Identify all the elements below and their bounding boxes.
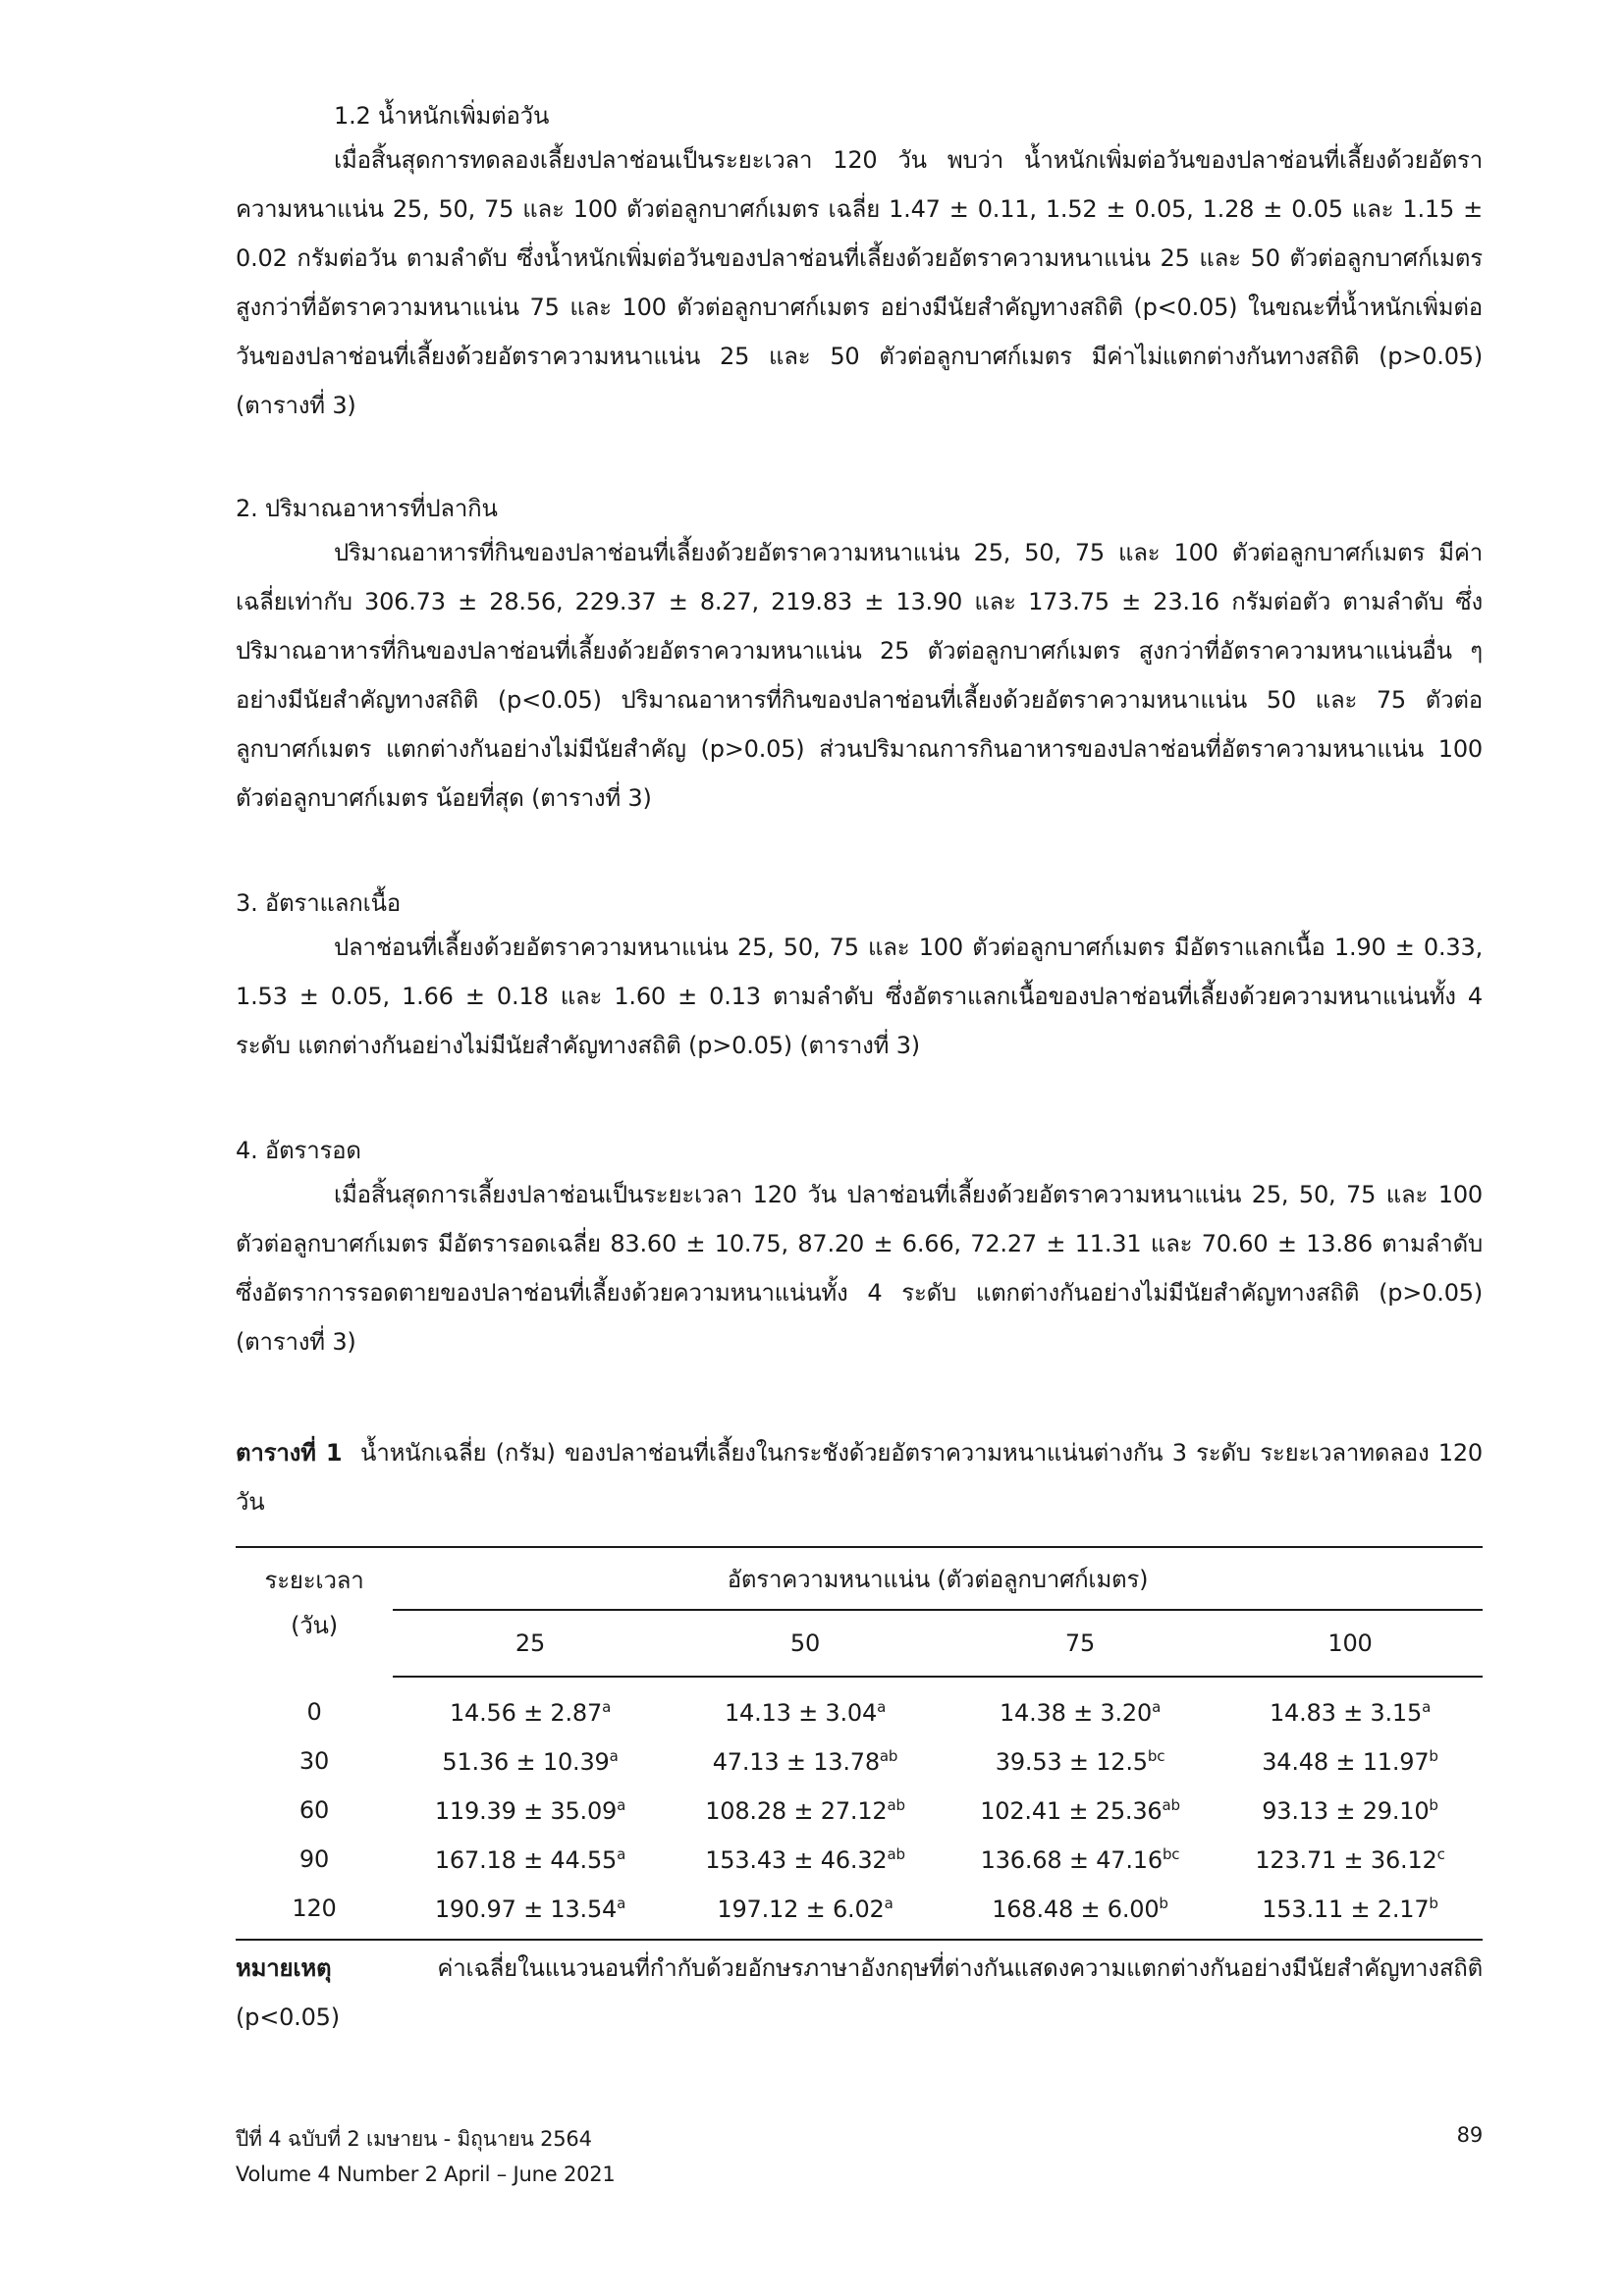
weight-cell [393,1736,668,1786]
significance-letter: c [1436,1844,1445,1863]
weight-cell [943,1835,1218,1884]
weight-value: 51.36 ± 10.39 [442,1747,610,1776]
significance-letter: a [877,1697,887,1716]
weight-value: 93.13 ± 29.10 [1262,1796,1430,1825]
weight-value: 197.12 ± 6.02 [717,1895,885,1923]
significance-letter: bc [1147,1746,1165,1765]
column-header-50: 50 [668,1610,943,1677]
weight-value: 190.97 ± 13.54 [434,1895,618,1923]
weight-cell [393,1677,668,1736]
day-cell: 60 [298,1796,330,1824]
period-header [236,1547,393,1677]
table-row [236,1835,1483,1884]
weight-cell [943,1736,1218,1786]
page-number: 89 [1456,2123,1483,2147]
significance-letter: b [1429,1746,1438,1765]
weight-cell [1218,1884,1483,1940]
significance-letter: a [1422,1697,1432,1716]
weight-cell [668,1736,943,1786]
weight-cell [668,1835,943,1884]
weight-cell [668,1786,943,1835]
significance-letter: ab [887,1844,905,1863]
period-header-line2: (วัน) [291,1612,338,1639]
weight-cell [1218,1677,1483,1736]
table-row [236,1677,1483,1736]
significance-letter: ab [887,1795,905,1814]
weight-value: 14.13 ± 3.04 [724,1698,878,1727]
column-header-25: 25 [393,1610,668,1677]
weight-value: 136.68 ± 47.16 [980,1845,1163,1874]
significance-letter: ab [879,1746,898,1765]
significance-letter: b [1159,1894,1168,1912]
weight-cell [1218,1786,1483,1835]
column-header-100: 100 [1218,1610,1483,1677]
section-heading-feed-intake: 2. ปริมาณอาหารที่ปลากิน [236,495,498,522]
day-cell: 120 [236,1884,393,1940]
weight-value: 14.83 ± 3.15 [1269,1698,1423,1727]
paragraph-survival: เมื่อสิ้นสุดการเลี้ยงปลาช่อนเป็นระยะเวลา 120 วัน ปลาช่อนที่เลี้ยงด้วยอัตราความหนาแน่น 25, 50, 75 และ 100 ตัวต่อลูกบาศก์เมตร มีอัตรารอดเฉลี่ย 83.60 ± 10.75, 87.20 ± 6.66, 72.27 ± 11.31 และ 70.60 ± 13.86 ตามลำดับ ซึ่งอัตราการรอดตายของปลาช่อนที่เลี้ยงด้วยความหนาแน่นทั้ง 4 ระดับ แตกต่างกันอย่างไม่มีนัยสำคัญทางสถิติ (p>0.05) (ตารางที่ 3) [236,1181,1483,1356]
weight-cell [943,1884,1218,1940]
weight-value: 108.28 ± 27.12 [705,1796,888,1825]
note-label: หมายเหตุ [236,1954,332,1982]
note-text: ค่าเฉลี่ยในแนวนอนที่กำกับด้วยอักษรภาษาอังกฤษที่ต่างกันแสดงความแตกต่างกันอย่างมีนัยสำคัญทางสถิติ (p<0.05) [236,1954,1483,2031]
weight-cell [943,1786,1218,1835]
weight-value: 153.11 ± 2.17 [1262,1895,1430,1923]
weight-cell [393,1884,668,1940]
significance-letter: ab [1162,1795,1180,1814]
significance-letter: a [617,1894,626,1912]
table-caption [236,1428,1483,1526]
weight-table [236,1546,1483,1941]
table-note [236,1944,1483,2042]
weight-value: 123.71 ± 36.12 [1255,1845,1437,1874]
significance-letter: bc [1162,1844,1180,1863]
day-cell: 30 [298,1747,330,1775]
day-cell: 90 [298,1845,330,1873]
significance-letter: a [1152,1697,1162,1716]
weight-value: 39.53 ± 12.5 [995,1747,1148,1776]
weight-value: 119.39 ± 35.09 [434,1796,618,1825]
significance-letter: b [1429,1795,1438,1814]
weight-cell [1218,1736,1483,1786]
weight-value: 102.41 ± 25.36 [980,1796,1163,1825]
weight-cell [668,1884,943,1940]
weight-value: 168.48 ± 6.00 [992,1895,1160,1923]
paragraph-daily-weight-gain: เมื่อสิ้นสุดการทดลองเลี้ยงปลาช่อนเป็นระยะเวลา 120 วัน พบว่า น้ำหนักเพิ่มต่อวันของปลาช่อนที่เลี้ยงด้วยอัตราความหนาแน่น 25, 50, 75 และ 100 ตัวต่อลูกบาศก์เมตร เฉลี่ย 1.47 ± 0.11, 1.52 ± 0.05, 1.28 ± 0.05 และ 1.15 ± 0.02 กรัมต่อวัน ตามลำดับ ซึ่งน้ำหนักเพิ่มต่อวันของปลาช่อนที่เลี้ยงด้วยอัตราความหนาแน่น 25 และ 50 ตัวต่อลูกบาศก์เมตร สูงกว่าที่อัตราความหนาแน่น 75 และ 100 ตัวต่อลูกบาศก์เมตร อย่างมีนัยสำคัญทางสถิติ (p<0.05) ในขณะที่น้ำหนักเพิ่มต่อวันของปลาช่อนที่เลี้ยงด้วยอัตราความหนาแน่น 25 และ 50 ตัวต่อลูกบาศก์เมตร มีค่าไม่แตกต่างกันทางสถิติ (p>0.05) (ตารางที่ 3) [236,146,1483,419]
weight-value: 14.56 ± 2.87 [449,1698,603,1727]
weight-value: 34.48 ± 11.97 [1262,1747,1430,1776]
table-header-row [236,1547,1483,1610]
weight-cell [668,1677,943,1736]
significance-letter: a [884,1894,893,1912]
section-heading-fcr: 3. อัตราแลกเนื้อ [236,889,402,917]
significance-letter: a [602,1697,612,1716]
weight-value: 14.38 ± 3.20 [999,1698,1153,1727]
significance-letter: a [617,1844,626,1863]
period-header-line1: ระยะเวลา [264,1567,364,1594]
footer-english-issue: Volume 4 Number 2 April – June 2021 [236,2163,616,2186]
weight-value: 153.43 ± 46.32 [705,1845,888,1874]
table-caption-text: น้ำหนักเฉลี่ย (กรัม) ของปลาช่อนที่เลี้ยงในกระชังด้วยอัตราความหนาแน่นต่างกัน 3 ระดับ ระยะเวลาทดลอง 120 วัน [236,1439,1483,1516]
paragraph-fcr: ปลาช่อนที่เลี้ยงด้วยอัตราความหนาแน่น 25, 50, 75 และ 100 ตัวต่อลูกบาศก์เมตร มีอัตราแลกเนื้อ 1.90 ± 0.33, 1.53 ± 0.05, 1.66 ± 0.18 และ 1.60 ± 0.13 ตามลำดับ ซึ่งอัตราแลกเนื้อของปลาช่อนที่เลี้ยงด้วยความหนาแน่นทั้ง 4 ระดับ แตกต่างกันอย่างไม่มีนัยสำคัญทางสถิติ (p>0.05) (ตารางที่ 3) [236,934,1483,1059]
weight-cell [943,1677,1218,1736]
weight-cell [393,1835,668,1884]
footer-thai-issue: ปีที่ 4 ฉบับที่ 2 เมษายน - มิถุนายน 2564 [236,2127,592,2151]
section-heading-survival: 4. อัตรารอด [236,1137,361,1164]
weight-cell [393,1786,668,1835]
day-cell: 0 [306,1697,322,1726]
column-header-75: 75 [943,1610,1218,1677]
significance-letter: b [1429,1894,1438,1912]
significance-letter: a [617,1795,626,1814]
table-subheader-row [236,1610,1483,1677]
table-row [236,1884,1483,1940]
weight-cell [1218,1835,1483,1884]
density-header: อัตราความหนาแน่น (ตัวต่อลูกบาศก์เมตร) [393,1547,1483,1610]
significance-letter: a [609,1746,619,1765]
table-label: ตารางที่ 1 [236,1439,343,1467]
table-row [236,1786,1483,1835]
paragraph-feed-intake: ปริมาณอาหารที่กินของปลาช่อนที่เลี้ยงด้วยอัตราความหนาแน่น 25, 50, 75 และ 100 ตัวต่อลูกบาศก์เมตร มีค่าเฉลี่ยเท่ากับ 306.73 ± 28.56, 229.37 ± 8.27, 219.83 ± 13.90 และ 173.75 ± 23.16 กรัมต่อตัว ตามลำดับ ซึ่งปริมาณอาหารที่กินของปลาช่อนที่เลี้ยงด้วยอัตราความหนาแน่น 25 ตัวต่อลูกบาศก์เมตร สูงกว่าที่อัตราความหนาแน่นอื่น ๆ อย่างมีนัยสำคัญทางสถิติ (p<0.05) ปริมาณอาหารที่กินของปลาช่อนที่เลี้ยงด้วยอัตราความหนาแน่น 50 และ 75 ตัวต่อลูกบาศก์เมตร แตกต่างกันอย่างไม่มีนัยสำคัญ (p>0.05) ส่วนปริมาณการกินอาหารของปลาช่อนที่อัตราความหนาแน่น 100 ตัวต่อลูกบาศก์เมตร น้อยที่สุด (ตารางที่ 3) [236,539,1483,812]
section-heading-daily-weight-gain: 1.2 น้ำหนักเพิ่มต่อวัน [334,102,550,130]
weight-value: 167.18 ± 44.55 [434,1845,618,1874]
table-row [236,1736,1483,1786]
weight-value: 47.13 ± 13.78 [712,1747,880,1776]
